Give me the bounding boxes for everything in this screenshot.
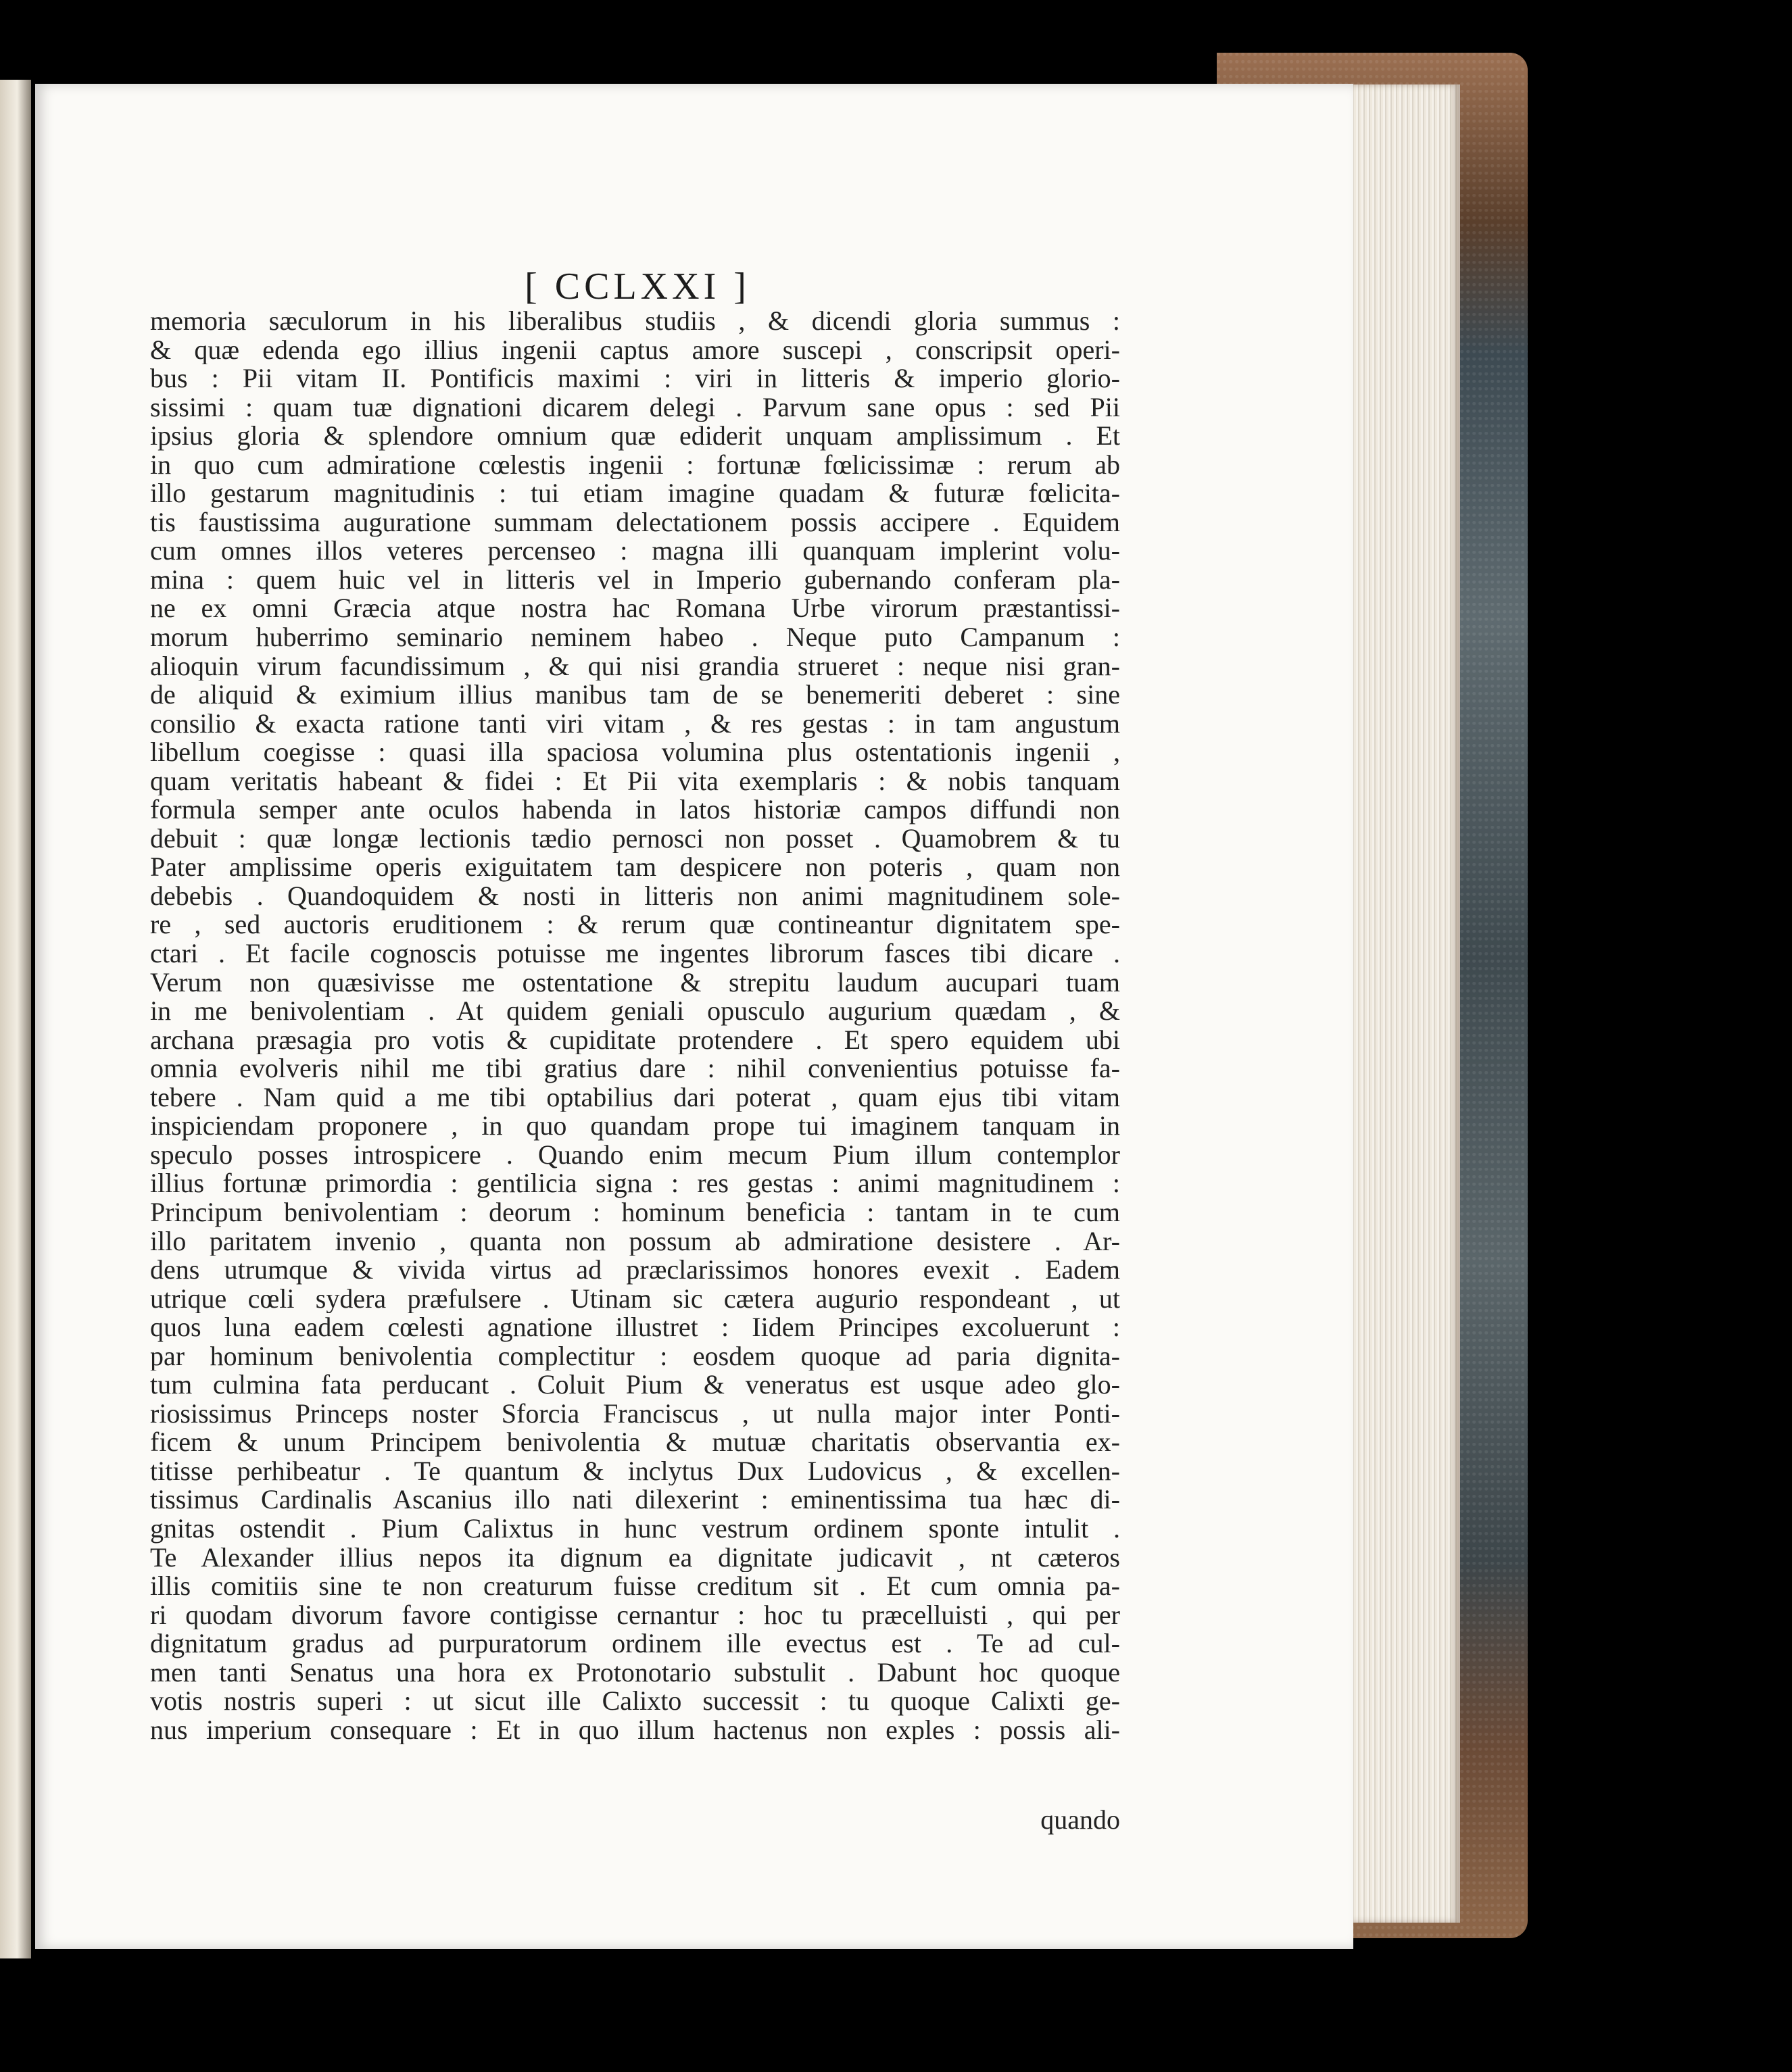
text-line: par hominum benivolentia complectitur : eosdem quoque ad paria dignita- bbox=[150, 1341, 1120, 1371]
text-line: titisse perhibeatur . Te quantum & inclytus Dux Ludovicus , & excellen- bbox=[150, 1456, 1120, 1486]
text-line: mina : quem huic vel in litteris vel in Imperio gubernando conferam pla- bbox=[150, 565, 1120, 595]
page-edges bbox=[1345, 84, 1460, 1923]
text-line: de aliquid & eximium illius manibus tam de se benemeriti deberet : sine bbox=[150, 681, 1120, 710]
text-line: illo paritatem invenio , quanta non possum ab admiratione desistere . Ar- bbox=[150, 1227, 1120, 1256]
text-line: omnia evolveris nihil me tibi gratius dare : nihil convenientius potuisse fa- bbox=[150, 1054, 1120, 1083]
text-line: ri quodam divorum favore contigisse cernantur : hoc tu præcelluisti , qui per bbox=[150, 1600, 1120, 1630]
text-line: quam veritatis habeant & fidei : Et Pii vita exemplaris : & nobis tanquam bbox=[150, 766, 1120, 796]
text-line: archana præsagia pro votis & cupiditate protendere . Et spero equidem ubi bbox=[150, 1025, 1120, 1055]
text-line: tum culmina fata perducant . Coluit Pium & veneratus est usque adeo glo- bbox=[150, 1371, 1120, 1400]
body-text bbox=[150, 307, 1120, 1744]
text-line: men tanti Senatus una hora ex Protonotario substulit . Dabunt hoc quoque bbox=[150, 1658, 1120, 1687]
text-line: cum omnes illos veteres percenseo : magna illi quanquam implerint volu- bbox=[150, 537, 1120, 566]
text-line: bus : Pii vitam II. Pontificis maximi : viri in litteris & imperio glorio- bbox=[150, 364, 1120, 393]
text-line: ipsius gloria & splendore omnium quæ ediderit unquam amplissimum . Et bbox=[150, 422, 1120, 451]
text-line: in quo cum admiratione cœlestis ingenii : fortunæ fœlicissimæ : rerum ab bbox=[150, 450, 1120, 480]
text-line: ne ex omni Græcia atque nostra hac Romana Urbe virorum præstantissi- bbox=[150, 594, 1120, 624]
text-line: dignitatum gradus ad purpuratorum ordinem ille evectus est . Te ad cul- bbox=[150, 1629, 1120, 1658]
text-line: ficem & unum Principem benivolentia & mutuæ charitatis observantia ex- bbox=[150, 1428, 1120, 1457]
text-line: illo gestarum magnitudinis : tui etiam imagine quadam & futuræ fœlicita- bbox=[150, 479, 1120, 508]
text-line: libellum coegisse : quasi illa spaciosa volumina plus ostentationis ingenii , bbox=[150, 738, 1120, 767]
text-line: morum huberrimo seminario neminem habeo . Neque puto Campanum : bbox=[150, 623, 1120, 652]
text-line: formula semper ante oculos habenda in latos historiæ campos diffundi non bbox=[150, 795, 1120, 824]
text-line: tis faustissima auguratione summam delectationem possis accipere . Equidem bbox=[150, 508, 1120, 537]
book-page bbox=[35, 84, 1353, 1949]
text-line: votis nostris superi : ut sicut ille Calixto successit : tu quoque Calixti ge- bbox=[150, 1687, 1120, 1716]
text-line: ctari . Et facile cognoscis potuisse me ingentes librorum fasces tibi dicare . bbox=[150, 939, 1120, 968]
text-line: inspiciendam proponere , in quo quandam prope tui imaginem tanquam in bbox=[150, 1112, 1120, 1141]
text-line: Pater amplissime operis exiguitatem tam despicere non poteris , quam non bbox=[150, 853, 1120, 882]
text-line: consilio & exacta ratione tanti viri vitam , & res gestas : in tam angustum bbox=[150, 709, 1120, 739]
text-line: illis comitiis sine te non creaturum fuisse creditum sit . Et cum omnia pa- bbox=[150, 1572, 1120, 1601]
text-line: Verum non quæsivisse me ostentatione & strepitu laudum aucupari tuam bbox=[150, 968, 1120, 997]
text-line: riosissimus Princeps noster Sforcia Franciscus , ut nulla major inter Ponti- bbox=[150, 1399, 1120, 1429]
text-line: debebis . Quandoquidem & nosti in litteris non animi magnitudinem sole- bbox=[150, 881, 1120, 911]
text-line: alioquin virum facundissimum , & qui nisi grandia strueret : neque nisi gran- bbox=[150, 651, 1120, 681]
text-line: speculo posses introspicere . Quando enim mecum Pium illum contemplor bbox=[150, 1140, 1120, 1170]
running-head: [ CCLXXI ] bbox=[525, 266, 750, 307]
text-line: dens utrumque & vivida virtus ad præclarissimos honores evexit . Eadem bbox=[150, 1256, 1120, 1285]
text-line: nus imperium consequare : Et in quo illum hactenus non exples : possis ali- bbox=[150, 1715, 1120, 1745]
text-line: utrique cœli sydera præfulsere . Utinam sic cætera augurio respondeant , ut bbox=[150, 1284, 1120, 1314]
text-line: Principum benivolentiam : deorum : hominum beneficia : tantam in te cum bbox=[150, 1198, 1120, 1227]
text-line: Te Alexander illius nepos ita dignum ea dignitate judicavit , nt cæteros bbox=[150, 1543, 1120, 1573]
text-line: gnitas ostendit . Pium Calixtus in hunc vestrum ordinem sponte intulit . bbox=[150, 1514, 1120, 1544]
text-line: & quæ edenda ego illius ingenii captus amore suscepi , conscripsit operi- bbox=[150, 335, 1120, 365]
text-line: sissimi : quam tuæ dignationi dicarem delegi . Parvum sane opus : sed Pii bbox=[150, 393, 1120, 422]
text-line: debuit : quæ longæ lectionis tædio pernosci non posset . Quamobrem & tu bbox=[150, 824, 1120, 854]
text-line: tebere . Nam quid a me tibi optabilius dari poterat , quam ejus tibi vitam bbox=[150, 1083, 1120, 1112]
previous-page-edge bbox=[0, 80, 31, 1958]
text-line: in me benivolentiam . At quidem geniali opusculo augurium quædam , & bbox=[150, 997, 1120, 1026]
text-line: tissimus Cardinalis Ascanius illo nati dilexerint : eminentissima tua hæc di- bbox=[150, 1485, 1120, 1514]
text-line: memoria sæculorum in his liberalibus studiis , & dicendi gloria summus : bbox=[150, 307, 1120, 336]
catchword: quando bbox=[1040, 1804, 1120, 1835]
text-line: quos luna eadem cœlesti agnatione illustret : Iidem Principes excoluerunt : bbox=[150, 1313, 1120, 1342]
text-line: illius fortunæ primordia : gentilicia signa : res gestas : animi magnitudinem : bbox=[150, 1169, 1120, 1198]
text-line: re , sed auctoris eruditionem : & rerum quæ contineantur dignitatem spe- bbox=[150, 910, 1120, 940]
